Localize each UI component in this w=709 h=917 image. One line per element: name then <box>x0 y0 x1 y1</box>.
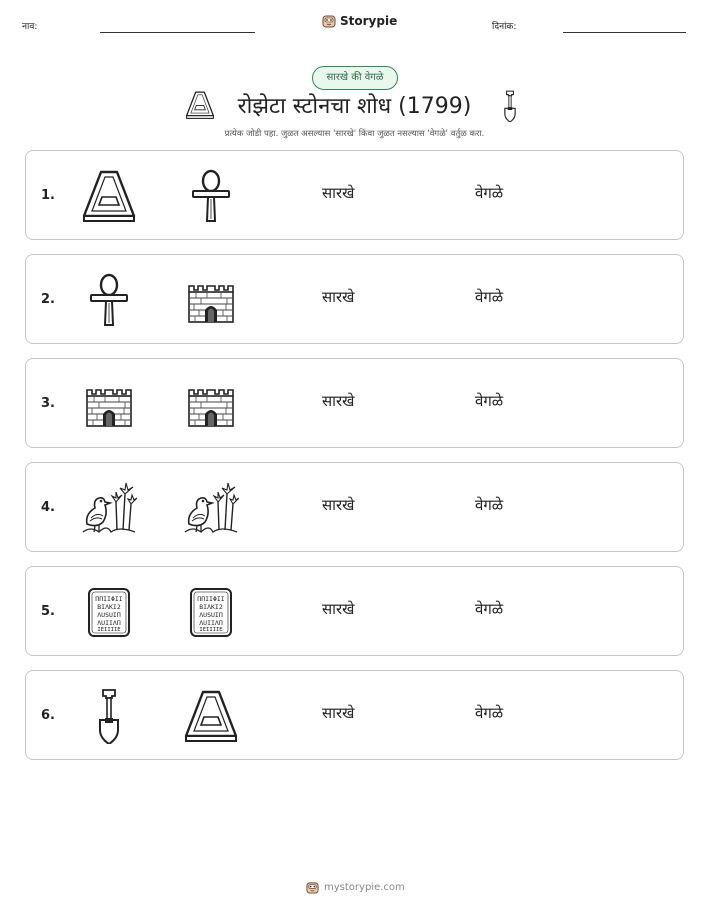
castle-icon <box>183 272 239 328</box>
same-option[interactable]: सारखे <box>322 600 355 618</box>
same-option[interactable]: सारखे <box>322 288 355 306</box>
different-option[interactable]: वेगळे <box>475 288 504 306</box>
pair-row-5 <box>25 566 684 656</box>
same-option[interactable]: सारखे <box>322 704 355 722</box>
castle-icon <box>81 376 137 432</box>
castle-icon <box>183 376 239 432</box>
pair-row-6 <box>25 670 684 760</box>
name-label: नाव: <box>22 22 38 32</box>
different-option[interactable]: वेगळे <box>475 184 504 202</box>
storypie-logo-icon <box>306 881 319 894</box>
bird-papyrus-icon <box>183 480 239 536</box>
different-option[interactable]: वेगळे <box>475 600 504 618</box>
row-number: 2. <box>41 292 55 307</box>
date-label: दिनांक: <box>492 22 517 32</box>
storypie-logo-icon <box>322 14 336 28</box>
pair-row-3 <box>25 358 684 448</box>
pair-row-2 <box>25 254 684 344</box>
bird-papyrus-icon <box>81 480 137 536</box>
ankh-icon <box>183 168 239 224</box>
row-number: 4. <box>41 500 55 515</box>
row-number: 6. <box>41 708 55 723</box>
instructions: प्रत्येक जोडी पहा. जुळत असल्यास 'सारखे' किंवा जुळत नसल्यास 'वेगळे' वर्तुळ करा. <box>224 129 485 139</box>
name-line[interactable] <box>100 32 255 33</box>
row-number: 3. <box>41 396 55 411</box>
pair-row-1 <box>25 150 684 240</box>
stone-tablet-icon <box>81 584 137 640</box>
a-frame-icon <box>183 688 239 744</box>
stone-tablet-icon <box>183 584 239 640</box>
same-option[interactable]: सारखे <box>322 184 355 202</box>
different-option[interactable]: वेगळे <box>475 392 504 410</box>
pair-row-4 <box>25 462 684 552</box>
brand <box>322 14 397 28</box>
row-number: 5. <box>41 604 55 619</box>
brand-name: Storypie <box>340 14 398 28</box>
same-option[interactable]: सारखे <box>322 496 355 514</box>
different-option[interactable]: वेगळे <box>475 704 504 722</box>
a-frame-icon <box>81 168 137 224</box>
different-option[interactable]: वेगळे <box>475 496 504 514</box>
date-line[interactable] <box>563 32 686 33</box>
footer-site[interactable]: mystorypie.com <box>324 882 405 893</box>
ankh-icon <box>81 272 137 328</box>
worksheet-badge: सारखे की वेगळे <box>312 66 398 90</box>
shovel-icon <box>501 90 519 126</box>
same-option[interactable]: सारखे <box>322 392 355 410</box>
page-title: रोझेटा स्टोनचा शोध (1799) <box>237 94 472 119</box>
shovel-icon <box>81 688 137 744</box>
footer <box>306 881 405 894</box>
row-number: 1. <box>41 188 55 203</box>
